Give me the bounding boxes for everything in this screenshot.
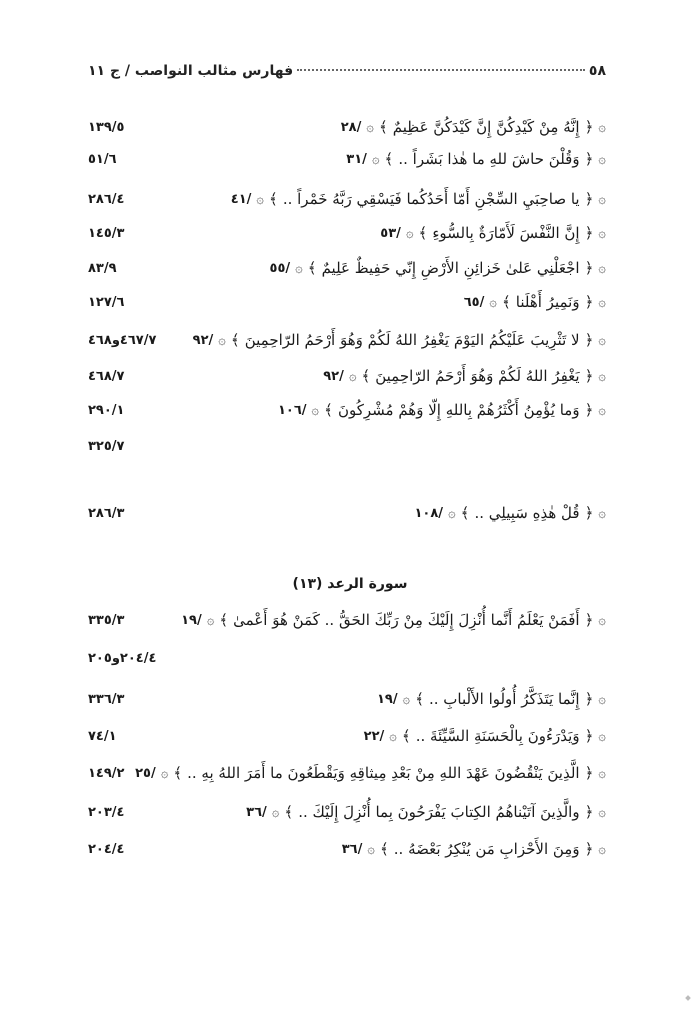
volume-page-reference: ٢٠٤/٤و٢٠٥ [88,650,157,666]
scan-artifact [685,995,691,1001]
ornament-flower-icon: ۞ [402,691,411,707]
verse-text: وَنَمِيرُ أَهْلَنا [515,293,580,311]
ornate-bracket-close-icon: ﴾ [269,190,278,208]
ornate-bracket-open-icon: ﴿ [584,803,594,821]
ornate-bracket-open-icon: ﴿ [584,118,594,136]
index-entry [88,723,606,749]
ornament-flower-icon: ۞ [598,191,606,207]
volume-page-reference: ٣٣٥/٣ [88,612,125,628]
ornate-bracket-close-icon: ﴾ [379,840,389,858]
verse-text: إِنَّ النَّفْسَ لَأَمّارَةٌ بِالسُّوءِ [432,224,580,242]
ornament-flower-icon: ۞ [218,332,226,348]
ornament-flower-icon: ۞ [598,804,606,820]
index-entry [88,146,606,172]
verse-citation [270,259,606,277]
ornament-flower-icon: ۞ [598,368,606,384]
verse-text: وَمِنَ الأَحْزابِ مَن يُنْكِرُ بَعْضَهُ .. [393,840,580,858]
verse-citation [346,150,606,168]
ornament-flower-icon: ۞ [598,119,606,135]
ornate-bracket-open-icon: ﴿ [584,840,594,858]
index-entry [88,836,606,862]
index-entry [88,607,606,633]
ayah-number: /٥٣ [380,225,401,241]
ornament-flower-icon: ۞ [271,804,280,820]
ornament-flower-icon: ۞ [448,505,456,521]
volume-page-reference: ٢٨٦/٣ [88,505,125,521]
index-entry [88,220,606,246]
ornament-flower-icon: ۞ [371,151,380,167]
ornate-bracket-open-icon: ﴿ [584,150,594,168]
ornament-flower-icon: ۞ [598,151,606,167]
ornate-bracket-open-icon: ﴿ [584,293,594,311]
index-entry [88,114,606,140]
ornate-bracket-open-icon: ﴿ [584,764,594,782]
ornament-flower-icon: ۞ [311,402,320,418]
verse-text: والَّذِينَ آتَيْناهُمُ الكِتابَ يَفْرَحُونَ بِما أُنْزِلَ إِلَيْكَ .. [298,803,580,821]
index-entry [88,363,606,389]
verse-text: يا صاحِبَيِ السِّجْنِ أَمّا أَحَدُكُما فَيَسْقِي رَبَّهُ خَمْراً .. [282,190,580,208]
ornament-flower-icon: ۞ [598,332,606,348]
ayah-number: /١٠٦ [277,402,307,418]
verse-citation [193,331,606,349]
running-header [88,63,606,85]
ornate-bracket-close-icon: ﴾ [415,690,424,708]
volume-page-reference: ١٤٥/٣ [88,225,125,241]
ornate-bracket-close-icon: ﴾ [378,118,388,136]
ayah-number: /٢٢ [363,728,385,744]
ornament-flower-icon: ۞ [367,841,375,857]
index-entry [88,255,606,281]
ornament-flower-icon: ۞ [489,294,497,310]
ornament-flower-icon: ۞ [295,260,303,276]
index-entry [88,799,606,825]
ornate-bracket-open-icon: ﴿ [584,259,594,277]
ornate-bracket-close-icon: ﴾ [324,401,333,419]
ornament-flower-icon: ۞ [389,728,397,744]
ornament-flower-icon: ۞ [598,402,606,418]
volume-page-reference: ٨٣/٩ [88,260,117,276]
ayah-number: /١٩ [181,612,202,628]
volume-page-reference: ٣٣٦/٣ [88,691,125,707]
verse-citation [380,224,606,242]
ornament-flower-icon: ۞ [598,260,606,276]
verse-text: قُلْ هٰذِهِ سَبِيلِي .. [474,504,580,522]
index-entry [88,433,606,459]
ayah-number: /٩٢ [192,332,214,348]
ayah-number: /٤١ [230,191,252,207]
index-entry [88,397,606,423]
index-entry [88,327,606,353]
ornate-bracket-close-icon: ﴾ [460,504,470,522]
ornament-flower-icon: ۞ [206,612,215,628]
ornament-flower-icon: ۞ [256,191,265,207]
ayah-number: /٢٥ [135,765,156,781]
ornate-bracket-close-icon: ﴾ [401,727,411,745]
verse-citation [377,690,606,708]
ornate-bracket-close-icon: ﴾ [361,367,371,385]
ornate-bracket-open-icon: ﴿ [584,690,594,708]
ornament-flower-icon: ۞ [348,368,357,384]
ornament-flower-icon: ۞ [598,841,606,857]
ayah-number: /٣٦ [341,841,363,857]
volume-page-reference: ٥١/٦ [88,151,117,167]
verse-text: وَما يُؤْمِنُ أَكْثَرُهُمْ بِاللهِ إِلّا وَهُمْ مُشْرِكُونَ [337,401,580,419]
volume-page-reference: ٤٦٨/٧ [88,368,125,384]
verse-text: الَّذِينَ يَنْقُضُونَ عَهْدَ اللهِ مِنْ بَعْدِ مِيثاقِهِ وَيَقْطَعُونَ ما أَمَرَ اللهُ بِهِ .. [187,764,580,782]
ornate-bracket-open-icon: ﴿ [584,190,594,208]
verse-text: وَيَدْرَءُونَ بِالْحَسَنَةِ السَّيِّئَةَ .. [415,727,580,745]
ornate-bracket-open-icon: ﴿ [584,331,594,349]
ornament-flower-icon: ۞ [366,119,374,135]
ayah-number: /٥٥ [269,260,291,276]
verse-citation [231,190,606,208]
volume-page-reference: ١٣٩/٥ [88,119,125,135]
page-number: ٥٨ [588,63,606,79]
ornament-flower-icon: ۞ [598,765,606,781]
section-heading-surah-ar-rad: سورة الرعد (١٣) [292,576,408,592]
ornament-flower-icon: ۞ [598,728,606,744]
ornate-bracket-close-icon: ﴾ [307,259,317,277]
verse-citation [323,367,606,385]
volume-page-reference: ٢٠٣/٤ [88,804,125,820]
ornate-bracket-close-icon: ﴾ [284,803,294,821]
ayah-number: /٣١ [346,151,367,167]
verse-text: اجْعَلْنِي عَلىٰ خَزائِنِ الأَرْضِ إِنّي حَفِيظٌ عَلِيمٌ [321,259,580,277]
ornate-bracket-open-icon: ﴿ [584,727,594,745]
volume-page-reference: ٢٠٤/٤ [88,841,125,857]
verse-citation [246,803,606,821]
verse-citation [342,840,606,858]
ayah-number: /٢٨ [340,119,362,135]
ornate-bracket-close-icon: ﴾ [219,611,229,629]
volume-page-reference: ١٢٧/٦ [88,294,125,310]
index-entry [88,186,606,212]
ornament-flower-icon: ۞ [598,691,606,707]
verse-citation [464,293,606,311]
ornate-bracket-close-icon: ﴾ [173,764,183,782]
verse-text: لا تَثْرِيبَ عَلَيْكُمُ اليَوْمَ يَغْفِرُ اللهُ لَكُمْ وَهُوَ أَرْحَمُ الرّاحِمِينَ [244,331,580,349]
verse-text: أَفَمَنْ يَعْلَمُ أَنَّما أُنْزِلَ إِلَيْكَ مِنْ رَبِّكَ الحَقُّ .. كَمَنْ هُوَ أَعْمىٰ [233,611,580,629]
verse-citation [135,764,606,782]
verse-text: يَغْفِرُ اللهُ لَكُمْ وَهُوَ أَرْحَمُ الرّاحِمِينَ [375,367,580,385]
ayah-number: /٣٦ [246,804,267,820]
volume-page-reference: ٢٨٦/٤ [88,191,125,207]
index-entry [88,500,606,526]
ornate-bracket-open-icon: ﴿ [584,611,594,629]
volume-page-reference: ٢٩٠/١ [88,402,125,418]
index-entry [88,686,606,712]
index-entry [88,289,606,315]
ornament-flower-icon: ۞ [405,225,414,241]
verse-citation [364,727,606,745]
header-title: فهارس مثالب النواصب / ج ١١ [88,63,294,79]
ornament-flower-icon: ۞ [598,612,606,628]
verse-text: إِنَّما يَتَذَكَّرُ أُولُوا الأَلْبابِ .. [428,690,580,708]
volume-page-reference: ١٤٩/٢ [88,765,125,781]
index-entry [88,760,606,786]
verse-text: وَقُلْنَ حاشَ للهِ ما هٰذا بَشَراً .. [398,150,580,168]
ornate-bracket-open-icon: ﴿ [584,401,594,419]
ayah-number: /١٠٨ [414,505,444,521]
verse-citation [278,401,606,419]
volume-page-reference: ٧٤/١ [88,728,117,744]
verse-text: إِنَّهُ مِنْ كَيْدِكُنَّ إِنَّ كَيْدَكُنَّ عَظِيمٌ [392,118,580,136]
ornate-bracket-close-icon: ﴾ [384,150,394,168]
index-entry [88,645,606,671]
ornate-bracket-close-icon: ﴾ [418,224,428,242]
volume-page-reference: ٤٦٧/٧و٤٦٨ [88,332,157,348]
ornate-bracket-open-icon: ﴿ [584,504,594,522]
ornament-flower-icon: ۞ [160,765,169,781]
ornate-bracket-close-icon: ﴾ [230,331,240,349]
ayah-number: /٦٥ [463,294,485,310]
ornament-flower-icon: ۞ [598,294,606,310]
ornament-flower-icon: ۞ [598,225,606,241]
ornament-flower-icon: ۞ [598,505,606,521]
dotted-leader [297,69,585,71]
ayah-number: /١٩ [376,691,398,707]
verse-citation [414,504,606,522]
volume-page-reference: ٣٢٥/٧ [88,438,125,454]
verse-citation [341,118,606,136]
ornate-bracket-close-icon: ﴾ [501,293,511,311]
verse-citation [181,611,606,629]
ayah-number: /٩٢ [323,368,344,384]
ornate-bracket-open-icon: ﴿ [584,224,594,242]
ornate-bracket-open-icon: ﴿ [584,367,594,385]
